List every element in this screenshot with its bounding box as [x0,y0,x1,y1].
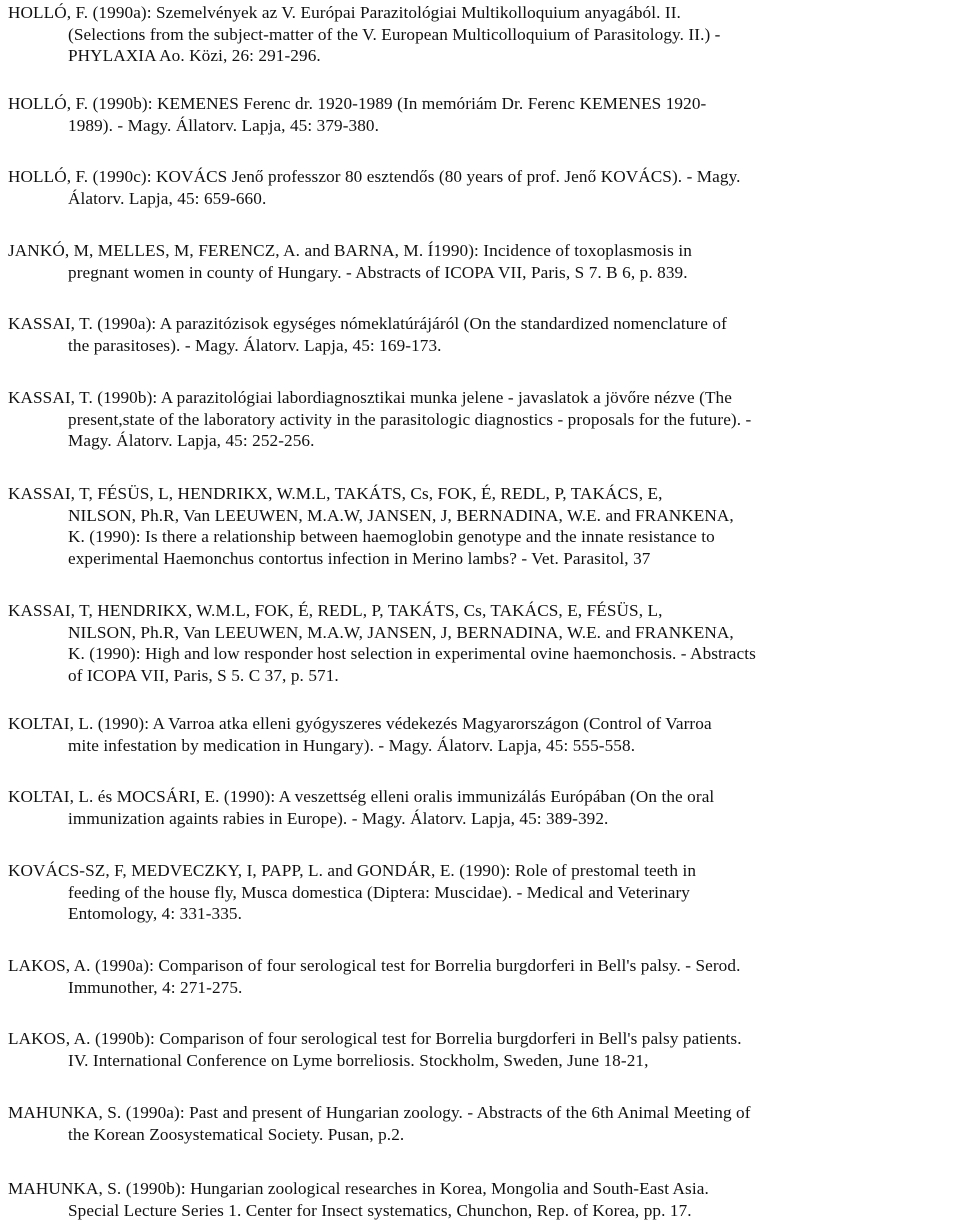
reference-entry [8,600,954,686]
reference-line: pregnant women in county of Hungary. - Abstracts of ICOPA VII, Paris, S 7. B 6, p. 839. [68,262,688,282]
reference-line: HOLLÓ, F. (1990c): KOVÁCS Jenő professzor 80 esztendős (80 years of prof. Jenő KOVÁCS). - Magy. [8,167,741,186]
reference-line: HOLLÓ, F. (1990a): Szemelvények az V. Európai Parazitológiai Multikolloquium anyagából. II. [8,3,681,22]
reference-entry [8,387,954,452]
reference-entry [8,1102,954,1145]
reference-line: PHYLAXIA Ao. Közi, 26: 291-296. [68,46,321,65]
reference-entry [8,1178,954,1221]
reference-line: JANKÓ, M, MELLES, M, FERENCZ, A. and BARNA, M. Í1990): Incidence of toxoplasmosis in [8,241,692,260]
reference-line: mite infestation by medication in Hungary). - Magy. Álatorv. Lapja, 45: 555-558. [68,735,636,755]
reference-line: KASSAI, T. (1990b): A parazitológiai labordiagnosztikai munka jelene - javaslatok a jövőre nézve (The [8,388,732,407]
reference-line: immunization againts rabies in Europe). - Magy. Álatorv. Lapja, 45: 389-392. [68,808,609,828]
reference-line: Entomology, 4: 331-335. [68,904,243,923]
reference-line: present,state of the laboratory activity in the parasitologic diagnostics - proposals for the future). - [68,409,752,429]
reference-entry [8,93,954,136]
reference-line: the Korean Zoosystematical Society. Pusan, p.2. [68,1124,405,1144]
reference-line: KOVÁCS-SZ, F, MEDVECZKY, I, PAPP, L. and GONDÁR, E. (1990): Role of prestomal teeth in [8,861,697,880]
reference-line: LAKOS, A. (1990a): Comparison of four serological test for Borrelia burgdorferi in Bell's palsy. - Serod. [8,956,741,975]
reference-line: NILSON, Ph.R, Van LEEUWEN, M.A.W, JANSEN, J, BERNADINA, W.E. and FRANKENA, [68,505,734,525]
reference-line: experimental Haemonchus contortus infection in Merino lambs? - Vet. Parasitol, 37 [68,548,651,568]
reference-line: NILSON, Ph.R, Van LEEUWEN, M.A.W, JANSEN, J, BERNADINA, W.E. and FRANKENA, [68,622,734,642]
reference-entry [8,2,954,67]
reference-entry [8,240,954,283]
reference-entry [8,1028,954,1071]
reference-entry [8,955,954,998]
reference-line: KOLTAI, L. és MOCSÁRI, E. (1990): A veszettség elleni oralis immunizálás Európában (On the oral [8,787,715,806]
reference-line: KASSAI, T, FÉSÜS, L, HENDRIKX, W.M.L, TAKÁTS, Cs, FOK, É, REDL, P, TAKÁCS, E, [8,484,663,503]
reference-line: KOLTAI, L. (1990): A Varroa atka elleni gyógyszeres védekezés Magyarországon (Control of Varroa [8,714,712,733]
reference-entry [8,483,954,569]
reference-line: the parasitoses). - Magy. Álatorv. Lapja, 45: 169-173. [68,335,442,355]
reference-line: MAHUNKA, S. (1990b): Hungarian zoological researches in Korea, Mongolia and South-East Asia. [8,1179,709,1198]
reference-entry [8,713,954,756]
reference-line: Immunother, 4: 271-275. [68,977,243,997]
reference-line: KASSAI, T, HENDRIKX, W.M.L, FOK, É, REDL, P, TAKÁTS, Cs, TAKÁCS, E, FÉSÜS, L, [8,601,663,620]
reference-entry [8,786,954,829]
reference-line: LAKOS, A. (1990b): Comparison of four serological test for Borrelia burgdorferi in Bell's palsy patients. [8,1029,742,1048]
reference-line: Magy. Álatorv. Lapja, 45: 252-256. [68,431,315,450]
reference-line: feeding of the house fly, Musca domestica (Diptera: Muscidae). - Medical and Veterinary [68,882,690,902]
reference-entry [8,860,954,925]
reference-line: K. (1990): Is there a relationship between haemoglobin genotype and the innate resistance to [68,527,715,546]
reference-line: MAHUNKA, S. (1990a): Past and present of Hungarian zoology. - Abstracts of the 6th Animal Meeting of [8,1103,751,1122]
reference-line: HOLLÓ, F. (1990b): KEMENES Ferenc dr. 1920-1989 (In memóriám Dr. Ferenc KEMENES 1920- [8,94,707,113]
reference-line: Special Lecture Series 1. Center for Insect systematics, Chunchon, Rep. of Korea, pp. 17. [68,1200,692,1220]
reference-line: of ICOPA VII, Paris, S 5. C 37, p. 571. [68,665,339,685]
reference-line: 1989). - Magy. Állatorv. Lapja, 45: 379-380. [68,115,380,135]
reference-line: IV. International Conference on Lyme borreliosis. Stockholm, Sweden, June 18-21, [68,1050,649,1070]
reference-line: Álatorv. Lapja, 45: 659-660. [68,188,267,208]
reference-line: (Selections from the subject-matter of the V. European Multicolloquium of Parasitology. II.) - [68,24,721,44]
reference-line: KASSAI, T. (1990a): A parazitózisok egységes nómeklatúrájáról (On the standardized nomenclature of [8,314,727,333]
reference-line: K. (1990): High and low responder host selection in experimental ovine haemonchosis. - Abstracts [68,644,756,663]
reference-entry [8,166,954,209]
reference-entry [8,313,954,356]
